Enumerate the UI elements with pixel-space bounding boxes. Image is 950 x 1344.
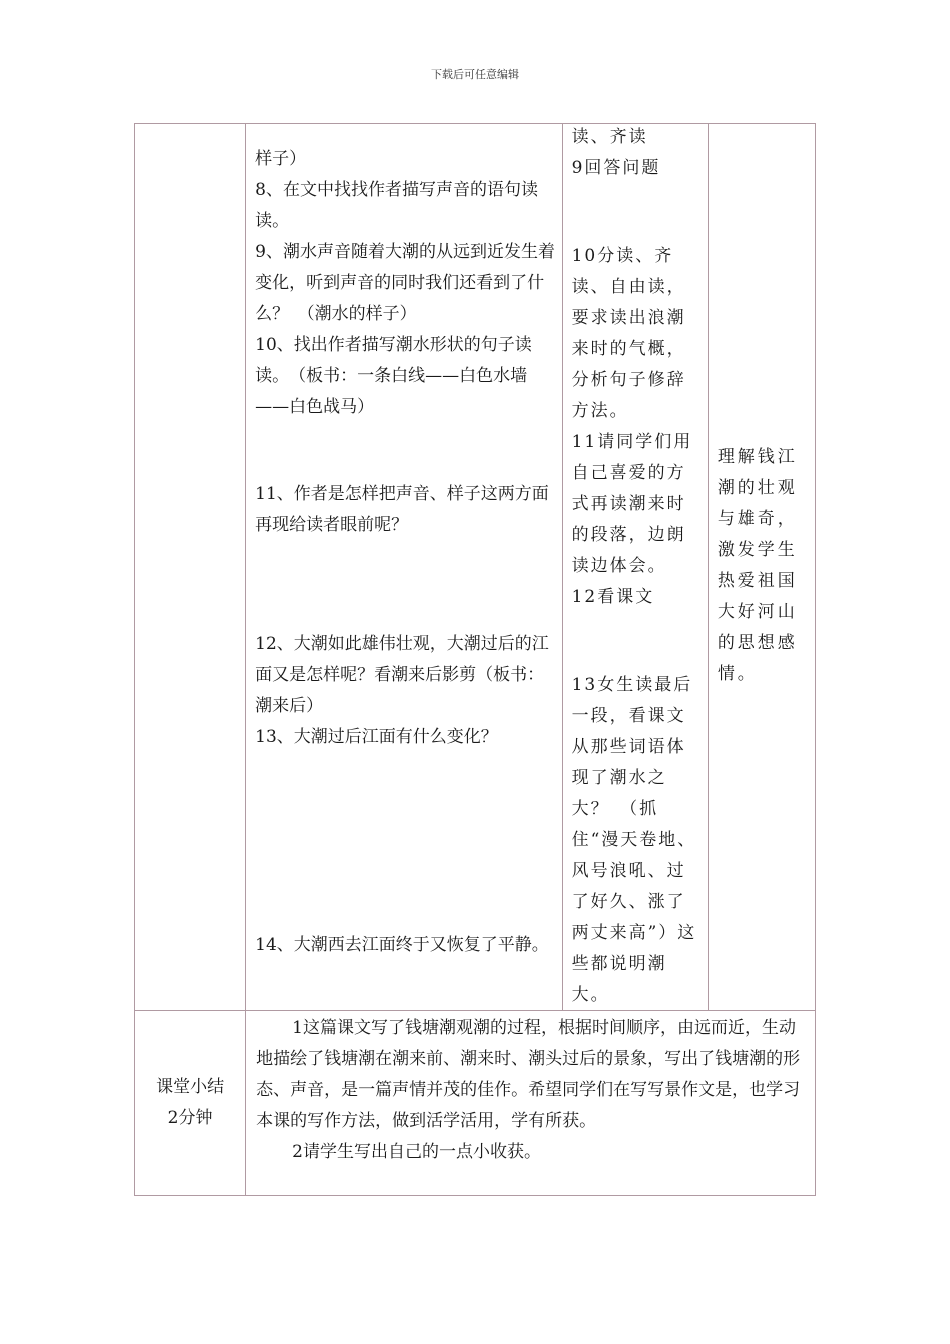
lesson-plan-table — [134, 123, 816, 1196]
activity-item: 10、找出作者描写潮水形状的句子读读。 （板书：一条白线——白色水墙——白色战马） — [255, 335, 532, 417]
student-activity-item: 11请同学们用自己喜爱的方式再读潮来时的段落，边朗读边体会。 — [571, 432, 693, 576]
activity-item: 8、在文中找找作者描写声音的语句读读。 — [255, 180, 538, 231]
student-activity-cell — [562, 124, 708, 1011]
summary-paragraph: 2请学生写出自己的一点小收获。 — [292, 1142, 541, 1162]
activity-item: 13、大潮过后江面有什么变化？ — [255, 727, 498, 747]
activity-item: 11、作者是怎样把声音、样子这两方面再现给读者眼前呢？ — [255, 484, 549, 535]
summary-paragraph: 1这篇课文写了钱塘潮观潮的过程，根据时间顺序，由远而近，生动地描绘了钱塘潮在潮来前、潮来时、潮头过后的景象，写出了钱塘潮的形态、声音，是一篇声情并茂的佳作。希望同学们在写写景作文是，也学习本课的写作方法，做到活学活用，学有所获。 — [256, 1018, 801, 1131]
student-activity-item: 13女生读最后一段，看课文从那些词语体现了潮水之大？ （抓住“漫天卷地、风号浪吼、过了好久、涨了两丈来高”）这些都说明潮大。 — [571, 675, 697, 1005]
activity-item: 12、大潮如此雄伟壮观，大潮过后的江面又是怎样呢？看潮来后影剪（板书：潮来后） — [255, 634, 549, 716]
table-row-summary — [135, 1011, 816, 1196]
teacher-activity-cell — [246, 124, 562, 1011]
activity-item: 样子） — [255, 149, 307, 169]
student-activity-item: 9回答问题 — [571, 158, 661, 178]
teaching-goal-cell — [708, 124, 815, 1011]
stage-cell-empty — [135, 124, 246, 1011]
summary-content-cell — [246, 1011, 816, 1196]
page-header-note: 下载后可任意编辑 — [431, 68, 519, 81]
summary-duration: 2分钟 — [167, 1108, 213, 1128]
teaching-goal-text: 理解钱江潮的壮观与雄奇，激发学生热爱祖国大好河山的思想感情。 — [717, 447, 798, 684]
activity-item: 9、潮水声音随着大潮的从远到近发生着变化，听到声音的同时我们还看到了什么？ （潮水的样子） — [255, 242, 555, 324]
student-activity-item: 读、齐读 — [571, 127, 648, 147]
student-activity-item: 12看课文 — [571, 587, 655, 607]
activity-item: 14、大潮西去江面终于又恢复了平静。 — [255, 935, 549, 955]
table-row-process — [135, 124, 816, 1011]
summary-label-cell — [135, 1011, 246, 1196]
student-activity-item: 10分读、齐读、自由读，要求读出浪潮来时的气概，分析句子修辞方法。 — [571, 246, 686, 421]
summary-label: 课堂小结 — [156, 1077, 225, 1097]
